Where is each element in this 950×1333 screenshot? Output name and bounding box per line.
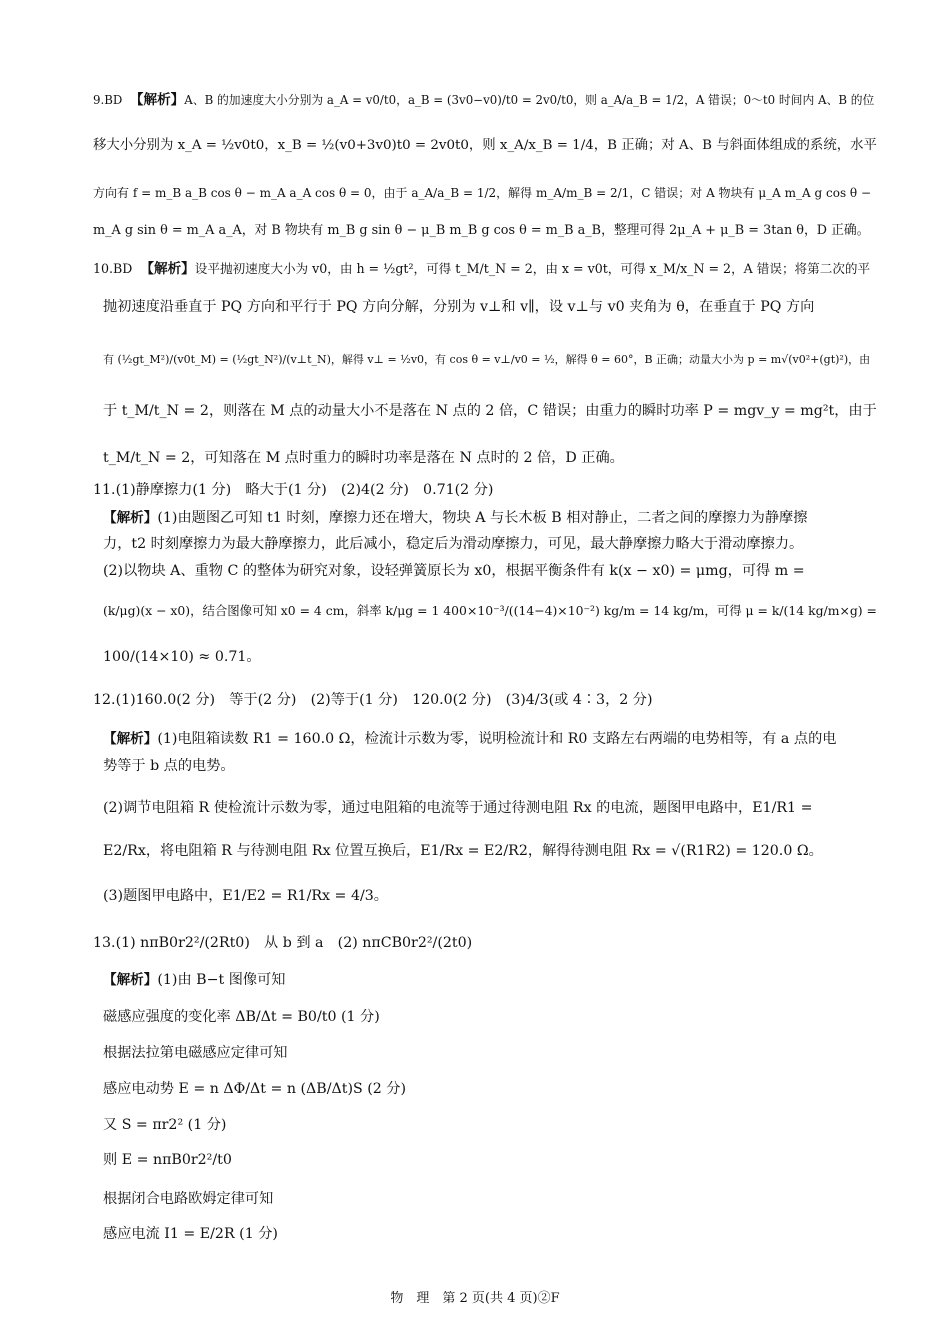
q12-line-1: 【解析】(1)电阻箱读数 R1 = 160.0 Ω，检流计示数为零，说明检流计和 R0 支路左右两端的电势相等，有 a 点的电 xyxy=(103,731,837,747)
q9-line-4: m_A g sin θ = m_A a_A，对 B 物块有 m_B g sin θ − μ_B m_B g cos θ = m_B a_B，整理可得 2μ_A + μ_B = 3tan θ，D 正确。 xyxy=(93,223,870,238)
q13-answer: 13.(1) nπB0r2²/(2Rt0) 从 b 到 a (2) nπCB0r2²/(2t0) xyxy=(93,935,473,951)
q12-answer: 12.(1)160.0(2 分) 等于(2 分) (2)等于(1 分) 120.0(2 分) (3)4/3(或 4∶3，2 分) xyxy=(93,692,653,708)
q10-line-5: t_M/t_N = 2，可知落在 M 点时重力的瞬时功率是落在 N 点时的 2 倍，D 正确。 xyxy=(103,450,624,466)
q11-line-4: (k/μg)(x − x0)，结合图像可知 x0 = 4 cm，斜率 k/μg = 1 400×10⁻³/((14−4)×10⁻²) kg/m = 14 kg/m，可得 μ = k/(14 kg/m×g) = xyxy=(103,603,877,618)
q10-line-2: 抛初速度沿垂直于 PQ 方向和平行于 PQ 方向分解，分别为 v⊥和 v∥，设 v⊥与 v0 夹角为 θ，在垂直于 PQ 方向 xyxy=(103,299,815,315)
q12-line-2: 势等于 b 点的电势。 xyxy=(103,758,235,774)
q11-line-2: 力，t2 时刻摩擦力为最大静摩擦力，此后减小，稳定后为滑动摩擦力，可见，最大静摩擦力略大于滑动摩擦力。 xyxy=(103,536,804,552)
q11-answer: 11.(1)静摩擦力(1 分) 略大于(1 分) (2)4(2 分) 0.71(2 分) xyxy=(93,482,494,498)
q11-line-3: (2)以物块 A、重物 C 的整体为研究对象，设轻弹簧原长为 x0，根据平衡条件有 k(x − x0) = μmg，可得 m = xyxy=(103,563,805,579)
page-footer: 物 理 第 2 页(共 4 页)②F xyxy=(390,1291,560,1306)
q13-line-3: 根据法拉第电磁感应定律可知 xyxy=(103,1045,288,1061)
q11-line-1: 【解析】(1)由题图乙可知 t1 时刻，摩擦力还在增大，物块 A 与长木板 B 相对静止，二者之间的摩擦力为静摩擦 xyxy=(103,510,808,526)
q13-line-1: 【解析】(1)由 B−t 图像可知 xyxy=(103,972,286,988)
q13-line-8: 感应电流 I1 = E/2R (1 分) xyxy=(103,1226,278,1242)
q13-line-7: 根据闭合电路欧姆定律可知 xyxy=(103,1191,274,1207)
q9-line-1: 9.BD 【解析】A、B 的加速度大小分别为 a_A = v0/t0，a_B = (3v0−v0)/t0 = 2v0/t0，则 a_A/a_B = 1/2，A 错误；0～t0 时间内 A、B 的位 xyxy=(93,92,875,108)
q13-line-6: 则 E = nπB0r2²/t0 xyxy=(103,1152,232,1168)
q12-line-3: (2)调节电阻箱 R 使检流计示数为零，通过电阻箱的电流等于通过待测电阻 Rx 的电流，题图甲电路中，E1/R1 = xyxy=(103,800,813,816)
q10-line-1: 10.BD 【解析】设平抛初速度大小为 v0，由 h = ½gt²，可得 t_M/t_N = 2，由 x = v0t，可得 x_M/x_N = 2，A 错误；将第二次的平 xyxy=(93,261,871,277)
q11-line-5: 100/(14×10) ≈ 0.71。 xyxy=(103,649,261,665)
q9-line-3: 方向有 f = m_B a_B cos θ − m_A a_A cos θ = 0，由于 a_A/a_B = 1/2，解得 m_A/m_B = 2/1，C 错误；对 A 物块有 μ_A m_A g cos θ − xyxy=(93,186,872,200)
q9-line-2: 移大小分别为 x_A = ½v0t0，x_B = ½(v0+3v0)t0 = 2v0t0，则 x_A/x_B = 1/4，B 正确；对 A、B 与斜面体组成的系统，水平 xyxy=(93,138,877,153)
q13-line-4: 感应电动势 E = n ΔΦ/Δt = n (ΔB/Δt)S (2 分) xyxy=(103,1081,407,1097)
q13-line-5: 又 S = πr2² (1 分) xyxy=(103,1117,227,1133)
q10-line-3: 有 (½gt_M²)/(v0t_M) = (½gt_N²)/(v⊥t_N)，解得 v⊥ = ½v0，有 cos θ = v⊥/v0 = ½，解得 θ = 60°，B 正确；动量大小为 p = m√(v0²+(gt)²)，由 xyxy=(103,353,871,366)
q10-line-4: 于 t_M/t_N = 2，则落在 M 点的动量大小不是落在 N 点的 2 倍，C 错误；由重力的瞬时功率 P = mgv_y = mg²t，由于 xyxy=(103,403,877,419)
q12-line-4: E2/Rx，将电阻箱 R 与待测电阻 Rx 位置互换后，E1/Rx = E2/R2，解得待测电阻 Rx = √(R1R2) = 120.0 Ω。 xyxy=(103,843,823,859)
q12-line-5: (3)题图甲电路中，E1/E2 = R1/Rx = 4/3。 xyxy=(103,888,388,904)
q13-line-2: 磁感应强度的变化率 ΔB/Δt = B0/t0 (1 分) xyxy=(103,1009,380,1025)
